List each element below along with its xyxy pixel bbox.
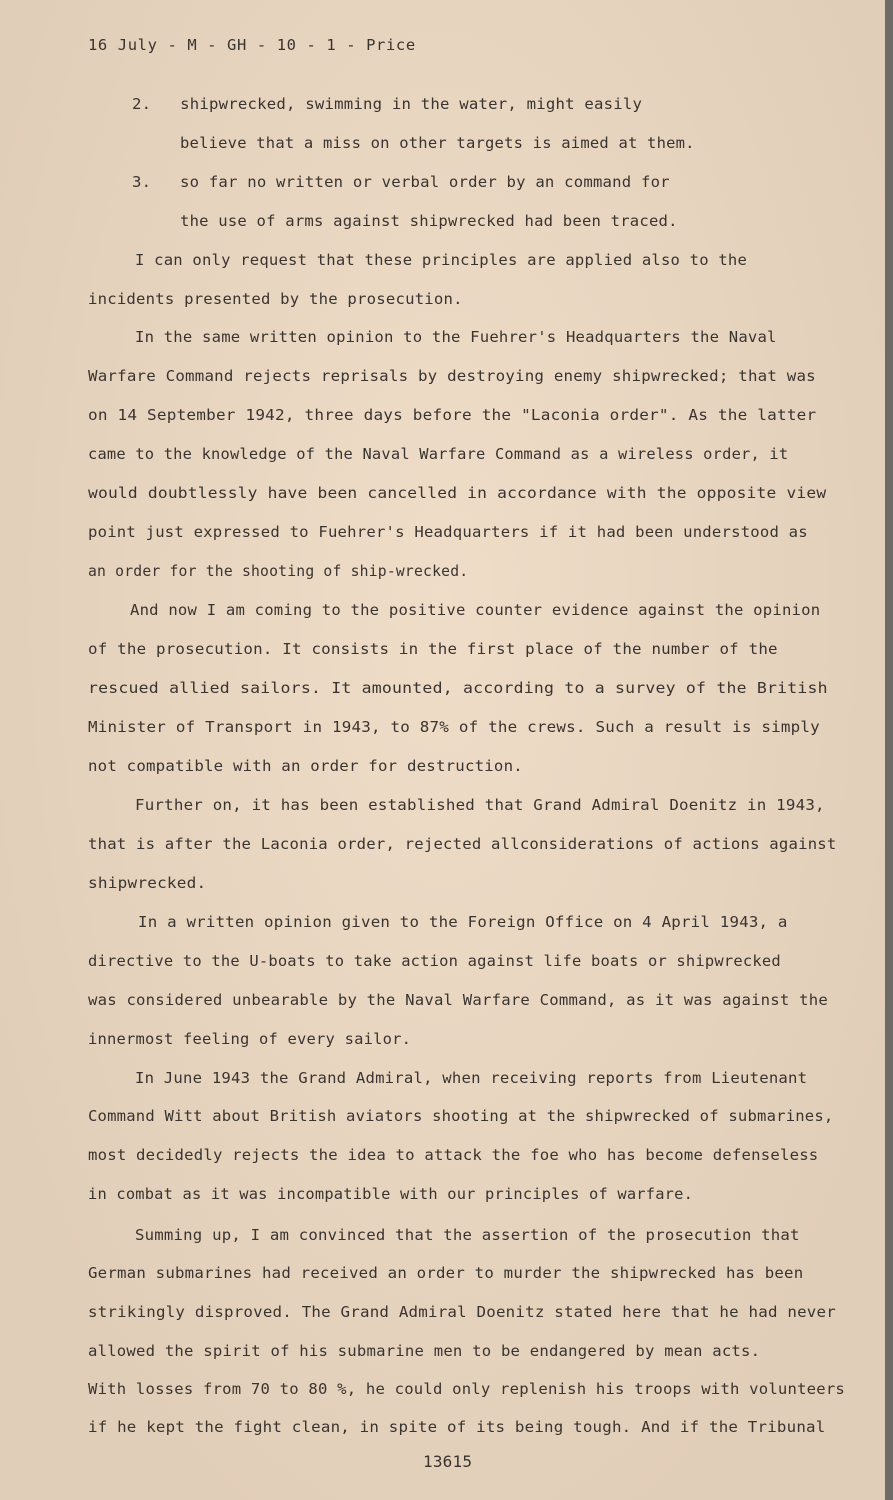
text-line: And now I am coming to the positive counter evidence against the opinion: [130, 601, 821, 619]
text-line: came to the knowledge of the Naval Warfare Command as a wireless order, it: [88, 445, 789, 463]
text-line: on 14 September 1942, three days before the "Laconia order". As the latter: [88, 406, 817, 424]
text-line: I can only request that these principles are applied also to the: [135, 251, 748, 269]
page-header: 16 July - M - GH - 10 - 1 - Price: [88, 36, 416, 54]
text-line: was considered unbearable by the Naval Warfare Command, as it was against the: [88, 991, 828, 1009]
text-line: In the same written opinion to the Fuehrer's Headquarters the Naval: [135, 328, 777, 346]
text-line: that is after the Laconia order, rejected allconsiderations of actions against: [88, 835, 837, 853]
text-line: Command Witt about British aviators shooting at the shipwrecked of submarines,: [88, 1107, 834, 1125]
text-line: Summing up, I am convinced that the assertion of the prosecution that: [135, 1226, 800, 1244]
text-line: Further on, it has been established that Grand Admiral Doenitz in 1943,: [135, 796, 825, 814]
text-line: In a written opinion given to the Foreign Office on 4 April 1943, a: [138, 913, 788, 931]
text-line: would doubtlessly have been cancelled in accordance with the opposite view: [88, 484, 827, 502]
text-line: most decidedly rejects the idea to attack the foe who has become defenseless: [88, 1146, 819, 1164]
text-line: if he kept the fight clean, in spite of its being tough. And if the Tribunal: [88, 1418, 826, 1436]
text-line: In June 1943 the Grand Admiral, when receiving reports from Lieutenant: [135, 1069, 808, 1087]
text-line: directive to the U-boats to take action against life boats or shipwrecked: [88, 952, 781, 970]
text-line: innermost feeling of every sailor.: [88, 1030, 412, 1048]
text-line: in combat as it was incompatible with our principles of warfare.: [88, 1185, 694, 1203]
text-line: incidents presented by the prosecution.: [88, 290, 463, 308]
text-line: point just expressed to Fuehrer's Headquarters if it had been understood as: [88, 523, 808, 541]
page-number: 13615: [423, 1452, 473, 1471]
text-line: not compatible with an order for destruction.: [88, 757, 523, 775]
text-line: Minister of Transport in 1943, to 87% of the crews. Such a result is simply: [88, 718, 820, 736]
text-line: With losses from 70 to 80 %, he could only replenish his troops with volunteers: [88, 1380, 846, 1398]
text-line: German submarines had received an order to murder the shipwrecked has been: [88, 1264, 804, 1282]
text-line: shipwrecked.: [88, 874, 207, 892]
text-line: 2. shipwrecked, swimming in the water, might easily: [132, 95, 643, 113]
text-line: Warfare Command rejects reprisals by destroying enemy shipwrecked; that was: [88, 367, 816, 385]
text-line: of the prosecution. It consists in the first place of the number of the: [88, 640, 778, 658]
text-line: rescued allied sailors. It amounted, according to a survey of the British: [88, 679, 828, 697]
text-line: an order for the shooting of ship-wrecked.: [88, 562, 469, 580]
text-line: allowed the spirit of his submarine men to be endangered by mean acts.: [88, 1342, 761, 1360]
text-line: strikingly disproved. The Grand Admiral Doenitz stated here that he had never: [88, 1303, 836, 1321]
text-line: 3. so far no written or verbal order by an command for: [132, 173, 670, 191]
text-line: believe that a miss on other targets is aimed at them.: [180, 134, 695, 152]
text-line: the use of arms against shipwrecked had been traced.: [180, 212, 678, 230]
